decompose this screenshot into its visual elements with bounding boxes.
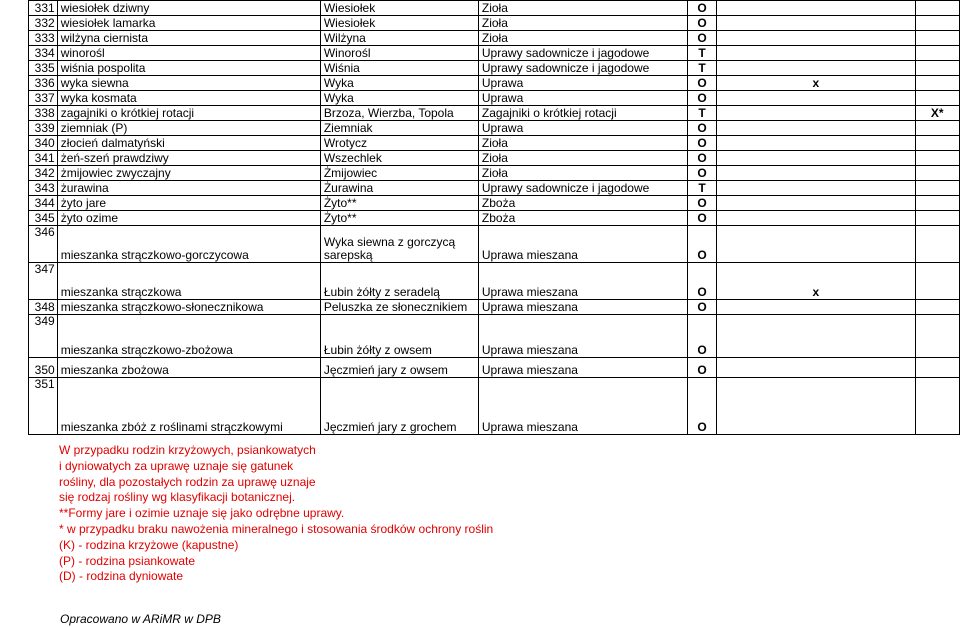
crop-group: Wszechlek bbox=[320, 151, 478, 166]
crop-name: żmijowiec zwyczajny bbox=[57, 166, 320, 181]
footer-credit: Opracowano w ARiMR w DPB bbox=[60, 612, 221, 626]
row-number: 334 bbox=[29, 46, 58, 61]
flag-col-1: O bbox=[688, 378, 717, 435]
flag-col-3 bbox=[915, 61, 960, 76]
crop-group: Wyka bbox=[320, 91, 478, 106]
crop-name: mieszanka zbożowa bbox=[57, 358, 320, 378]
table-row bbox=[29, 106, 960, 121]
flag-col-3 bbox=[915, 181, 960, 196]
flag-col-2 bbox=[717, 166, 915, 181]
crop-group: Żurawina bbox=[320, 181, 478, 196]
crop-name: wyka kosmata bbox=[57, 91, 320, 106]
table-row bbox=[29, 121, 960, 136]
crop-group: Wiśnia bbox=[320, 61, 478, 76]
crop-category: Zioła bbox=[478, 166, 687, 181]
footnote-line: (P) - rodzina psiankowate bbox=[59, 553, 196, 568]
crop-name: żyto jare bbox=[57, 196, 320, 211]
table-row bbox=[29, 46, 960, 61]
footnote-line: i dyniowatych za uprawę uznaje się gatunek bbox=[59, 458, 294, 473]
table-row bbox=[29, 1, 960, 16]
crop-category: Uprawa bbox=[478, 76, 687, 91]
crop-category: Zagajniki o krótkiej rotacji bbox=[478, 106, 687, 121]
flag-col-2 bbox=[717, 378, 915, 435]
crop-name: mieszanka strączkowo-słonecznikowa bbox=[57, 300, 320, 315]
flag-col-1: O bbox=[688, 16, 717, 31]
crop-group: Wrotycz bbox=[320, 136, 478, 151]
flag-col-1: O bbox=[688, 358, 717, 378]
flag-col-3 bbox=[915, 31, 960, 46]
flag-col-3 bbox=[915, 300, 960, 315]
flag-col-2 bbox=[717, 121, 915, 136]
row-number: 341 bbox=[29, 151, 58, 166]
flag-col-1: O bbox=[688, 166, 717, 181]
flag-col-2 bbox=[717, 196, 915, 211]
crop-category: Zioła bbox=[478, 136, 687, 151]
table-row bbox=[29, 91, 960, 106]
flag-col-2 bbox=[717, 211, 915, 226]
crop-group: Jęczmień jary z grochem bbox=[320, 378, 478, 435]
crop-category: Uprawa mieszana bbox=[478, 226, 687, 263]
crop-group: Peluszka ze słonecznikiem bbox=[320, 300, 478, 315]
table-row bbox=[29, 300, 960, 315]
table-row bbox=[29, 315, 960, 358]
crop-name: wyka siewna bbox=[57, 76, 320, 91]
flag-col-1: O bbox=[688, 211, 717, 226]
flag-col-1: O bbox=[688, 151, 717, 166]
flag-col-2 bbox=[717, 136, 915, 151]
flag-col-3 bbox=[915, 166, 960, 181]
footnote-line: rośliny, dla pozostałych rodzin za uprawę uznaje bbox=[59, 474, 316, 489]
crop-category: Uprawa bbox=[478, 121, 687, 136]
crop-category: Uprawy sadownicze i jagodowe bbox=[478, 46, 687, 61]
flag-col-3 bbox=[915, 211, 960, 226]
flag-col-1: O bbox=[688, 226, 717, 263]
table-row bbox=[29, 166, 960, 181]
crop-group: Brzoza, Wierzba, Topola bbox=[320, 106, 478, 121]
crop-category: Zioła bbox=[478, 16, 687, 31]
flag-col-1: O bbox=[688, 300, 717, 315]
flag-col-3 bbox=[915, 1, 960, 16]
table-row bbox=[29, 181, 960, 196]
footnote-line: się rodzaj rośliny wg klasyfikacji botanicznej. bbox=[59, 490, 296, 505]
crop-name: mieszanka strączkowa bbox=[57, 263, 320, 300]
crop-name: wiesiołek lamarka bbox=[57, 16, 320, 31]
row-number: 351 bbox=[29, 378, 58, 435]
crop-category: Uprawa mieszana bbox=[478, 300, 687, 315]
flag-col-2: x bbox=[717, 76, 915, 91]
flag-col-3 bbox=[915, 46, 960, 61]
flag-col-3 bbox=[915, 358, 960, 378]
flag-col-2 bbox=[717, 91, 915, 106]
crop-group: Jęczmień jary z owsem bbox=[320, 358, 478, 378]
flag-col-2 bbox=[717, 31, 915, 46]
crop-name: winorośl bbox=[57, 46, 320, 61]
row-number: 340 bbox=[29, 136, 58, 151]
row-number: 335 bbox=[29, 61, 58, 76]
crop-name: wilżyna ciernista bbox=[57, 31, 320, 46]
row-number: 342 bbox=[29, 166, 58, 181]
row-number: 333 bbox=[29, 31, 58, 46]
table-row bbox=[29, 196, 960, 211]
flag-col-1: O bbox=[688, 1, 717, 16]
flag-col-2 bbox=[717, 16, 915, 31]
crop-category: Uprawy sadownicze i jagodowe bbox=[478, 181, 687, 196]
flag-col-3 bbox=[915, 16, 960, 31]
row-number: 338 bbox=[29, 106, 58, 121]
row-number: 332 bbox=[29, 16, 58, 31]
flag-col-1: T bbox=[688, 106, 717, 121]
footnote-line: W przypadku rodzin krzyżowych, psiankowatych bbox=[59, 443, 316, 457]
flag-col-1: O bbox=[688, 315, 717, 358]
table-row bbox=[29, 61, 960, 76]
flag-col-3 bbox=[915, 136, 960, 151]
flag-col-2 bbox=[717, 226, 915, 263]
flag-col-3 bbox=[915, 378, 960, 435]
flag-col-3 bbox=[915, 91, 960, 106]
table-row bbox=[29, 226, 960, 263]
crop-group: Żyto** bbox=[320, 196, 478, 211]
flag-col-1: O bbox=[688, 263, 717, 300]
table-row bbox=[29, 211, 960, 226]
crop-name: żyto ozime bbox=[57, 211, 320, 226]
crop-group: Łubin żółty z owsem bbox=[320, 315, 478, 358]
flag-col-1: O bbox=[688, 31, 717, 46]
footnotes bbox=[59, 443, 493, 585]
footnote-line: * w przypadku braku nawożenia mineralnego i stosowania środków ochrony roślin bbox=[59, 521, 494, 536]
table-row bbox=[29, 378, 960, 435]
row-number: 343 bbox=[29, 181, 58, 196]
row-number: 336 bbox=[29, 76, 58, 91]
crop-category: Zboża bbox=[478, 196, 687, 211]
row-number: 346 bbox=[29, 226, 58, 263]
crop-name: żurawina bbox=[57, 181, 320, 196]
crop-group: Żmijowiec bbox=[320, 166, 478, 181]
crop-category: Zioła bbox=[478, 151, 687, 166]
footnote-line: (D) - rodzina dyniowate bbox=[59, 569, 184, 584]
footnote-line: (K) - rodzina krzyżowe (kapustne) bbox=[59, 537, 239, 552]
row-number: 347 bbox=[29, 263, 58, 300]
flag-col-1: O bbox=[688, 196, 717, 211]
crop-category: Uprawa mieszana bbox=[478, 378, 687, 435]
row-number: 348 bbox=[29, 300, 58, 315]
row-number: 337 bbox=[29, 91, 58, 106]
crop-name: mieszanka zbóż z roślinami strączkowymi bbox=[57, 378, 320, 435]
crop-category: Uprawa bbox=[478, 91, 687, 106]
flag-col-2 bbox=[717, 151, 915, 166]
table-row bbox=[29, 151, 960, 166]
crop-group: Wyka bbox=[320, 76, 478, 91]
flag-col-1: O bbox=[688, 136, 717, 151]
table-row bbox=[29, 263, 960, 300]
row-number: 339 bbox=[29, 121, 58, 136]
crop-group: Wilżyna bbox=[320, 31, 478, 46]
crop-category: Zboża bbox=[478, 211, 687, 226]
flag-col-3 bbox=[915, 196, 960, 211]
crop-name: żeń-szeń prawdziwy bbox=[57, 151, 320, 166]
flag-col-2 bbox=[717, 300, 915, 315]
flag-col-3: X* bbox=[915, 106, 960, 121]
flag-col-1: O bbox=[688, 91, 717, 106]
flag-col-2 bbox=[717, 181, 915, 196]
crop-group: Wiesiołek bbox=[320, 1, 478, 16]
footnote-line: **Formy jare i ozimie uznaje się jako odrębne uprawy. bbox=[59, 506, 345, 521]
flag-col-1: O bbox=[688, 76, 717, 91]
table-row bbox=[29, 136, 960, 151]
flag-col-2 bbox=[717, 358, 915, 378]
crop-category: Uprawa mieszana bbox=[478, 315, 687, 358]
crop-name: mieszanka strączkowo-zbożowa bbox=[57, 315, 320, 358]
table-row bbox=[29, 76, 960, 91]
crop-name: wiśnia pospolita bbox=[57, 61, 320, 76]
crop-category: Uprawa mieszana bbox=[478, 263, 687, 300]
crop-category: Uprawa mieszana bbox=[478, 358, 687, 378]
row-number: 350 bbox=[29, 358, 58, 378]
crop-group: Łubin żółty z seradelą bbox=[320, 263, 478, 300]
crop-group: Żyto** bbox=[320, 211, 478, 226]
crop-name: wiesiołek dziwny bbox=[57, 1, 320, 16]
flag-col-3 bbox=[915, 226, 960, 263]
flag-col-2 bbox=[717, 1, 915, 16]
flag-col-1: T bbox=[688, 46, 717, 61]
crop-group: Wyka siewna z gorczycą sarepską bbox=[320, 226, 478, 263]
crop-name: zagajniki o krótkiej rotacji bbox=[57, 106, 320, 121]
crop-table bbox=[28, 0, 960, 435]
crop-group: Ziemniak bbox=[320, 121, 478, 136]
crop-name: mieszanka strączkowo-gorczycowa bbox=[57, 226, 320, 263]
table-row bbox=[29, 16, 960, 31]
flag-col-3 bbox=[915, 121, 960, 136]
crop-group: Winorośl bbox=[320, 46, 478, 61]
flag-col-3 bbox=[915, 263, 960, 300]
crop-category: Zioła bbox=[478, 1, 687, 16]
flag-col-3 bbox=[915, 76, 960, 91]
flag-col-2 bbox=[717, 61, 915, 76]
flag-col-1: O bbox=[688, 121, 717, 136]
flag-col-2 bbox=[717, 315, 915, 358]
crop-category: Uprawy sadownicze i jagodowe bbox=[478, 61, 687, 76]
flag-col-2 bbox=[717, 46, 915, 61]
crop-name: złocień dalmatyński bbox=[57, 136, 320, 151]
crop-group: Wiesiołek bbox=[320, 16, 478, 31]
crop-name: ziemniak (P) bbox=[57, 121, 320, 136]
flag-col-1: T bbox=[688, 181, 717, 196]
flag-col-3 bbox=[915, 315, 960, 358]
row-number: 344 bbox=[29, 196, 58, 211]
row-number: 345 bbox=[29, 211, 58, 226]
flag-col-3 bbox=[915, 151, 960, 166]
flag-col-2 bbox=[717, 106, 915, 121]
table-row bbox=[29, 31, 960, 46]
flag-col-2: x bbox=[717, 263, 915, 300]
crop-category: Zioła bbox=[478, 31, 687, 46]
table-row bbox=[29, 358, 960, 378]
row-number: 349 bbox=[29, 315, 58, 358]
flag-col-1: T bbox=[688, 61, 717, 76]
row-number: 331 bbox=[29, 1, 58, 16]
